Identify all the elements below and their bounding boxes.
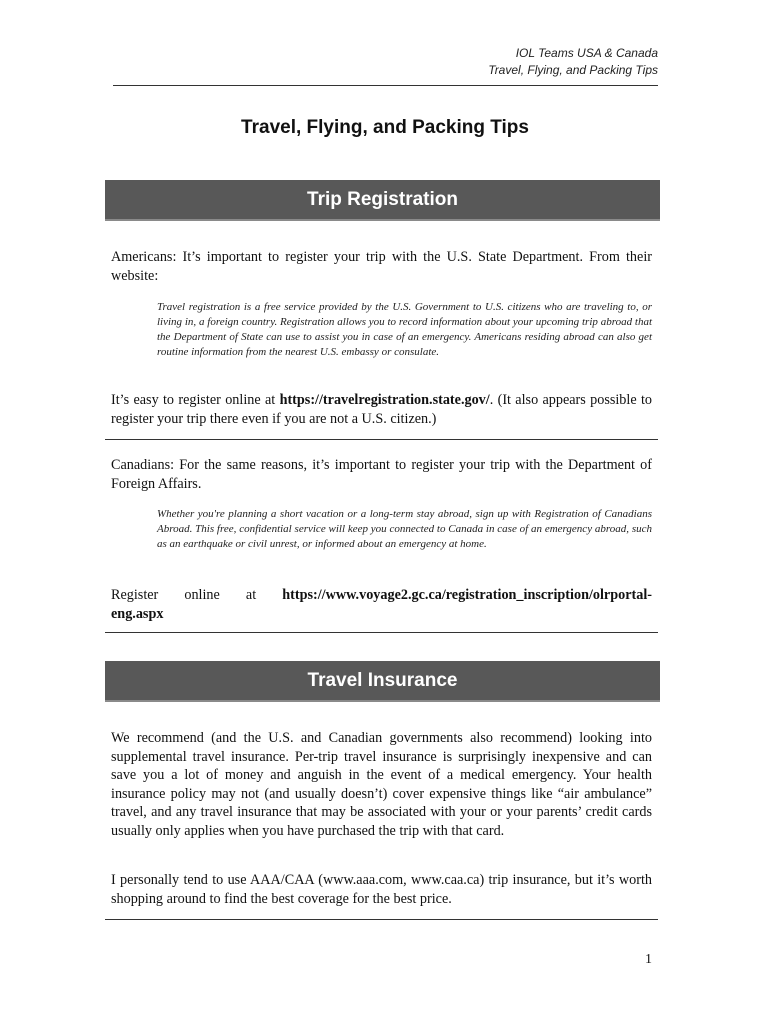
header-rule (113, 85, 658, 86)
page-title: Travel, Flying, and Packing Tips (241, 117, 529, 138)
americans-quote: Travel registration is a free service provided by the U.S. Government to U.S. citizens who are traveling to, or living in, a foreign country. Registration allows you to record information about your upcoming trip abroad that the Department of State can use to assist you in case of an emergency. Americans residing abroad can also get routine information from the nearest U.S. embassy or consulate. (157, 301, 652, 358)
ca-register-link-cont[interactable]: eng.aspx (111, 605, 164, 622)
us-register-paragraph (111, 391, 652, 428)
us-register-prefix: It’s easy to register online at (111, 392, 280, 408)
canadians-intro: Canadians: For the same reasons, it’s important to register your trip with the Department of Foreign Affairs. (111, 457, 652, 492)
header-line-2: Travel, Flying, and Packing Tips (488, 63, 658, 77)
ca-register-word-2: online (184, 587, 220, 603)
ca-register-link[interactable]: https://www.voyage2.gc.ca/registration_inscription/olrportal- (282, 587, 652, 603)
canadians-quote: Whether you're planning a short vacation or a long-term stay abroad, sign up with Registration of Canadians Abroad. This free, confidential service will keep you connected to Canada in case of an emergency abroad, such as an earthquake or civil unrest, or informed about an emergency at home. (157, 508, 652, 550)
ca-register-word-1: Register (111, 587, 159, 603)
insurance-paragraph-2: I personally tend to use AAA/CAA (www.aaa.com, www.caa.ca) trip insurance, but it’s worth shopping around to find the best coverage for the best price. (111, 872, 652, 907)
ca-register-line-2 (111, 605, 652, 624)
us-register-link[interactable]: https://travelregistration.state.gov/ (279, 392, 490, 408)
ca-register-paragraph (111, 586, 652, 623)
insurance-paragraph-1: We recommend (and the U.S. and Canadian governments also recommend) looking into supplemental travel insurance. Per-trip travel insurance is surprisingly inexpensive and can save you a lot of money and anguish in the event of a medical emergency. Your health insurance policy may not (and usually doesn’t) cover expensive things like “air ambulance” travel, and any travel insurance that may be associated with your or your parents’ credit cards usually only applies when you have purchased the trip with that card. (111, 730, 652, 839)
us-register-suffix: . (It also appears possible to register your trip there even if you are not a U.S. citizen.) (111, 392, 652, 427)
ca-register-line-1 (111, 586, 652, 605)
americans-intro: Americans: It’s important to register your trip with the U.S. State Department. From their website: (111, 249, 652, 284)
section-banner-trip-registration: Trip Registration (105, 180, 660, 221)
section-banner-travel-insurance: Travel Insurance (105, 661, 660, 702)
divider-2 (105, 632, 658, 633)
ca-register-word-3: at (245, 587, 257, 603)
running-header (488, 45, 658, 79)
header-line-1: IOL Teams USA & Canada (515, 46, 658, 60)
page-number: 1 (645, 952, 652, 967)
divider-3 (105, 919, 658, 920)
divider-1 (105, 439, 658, 440)
